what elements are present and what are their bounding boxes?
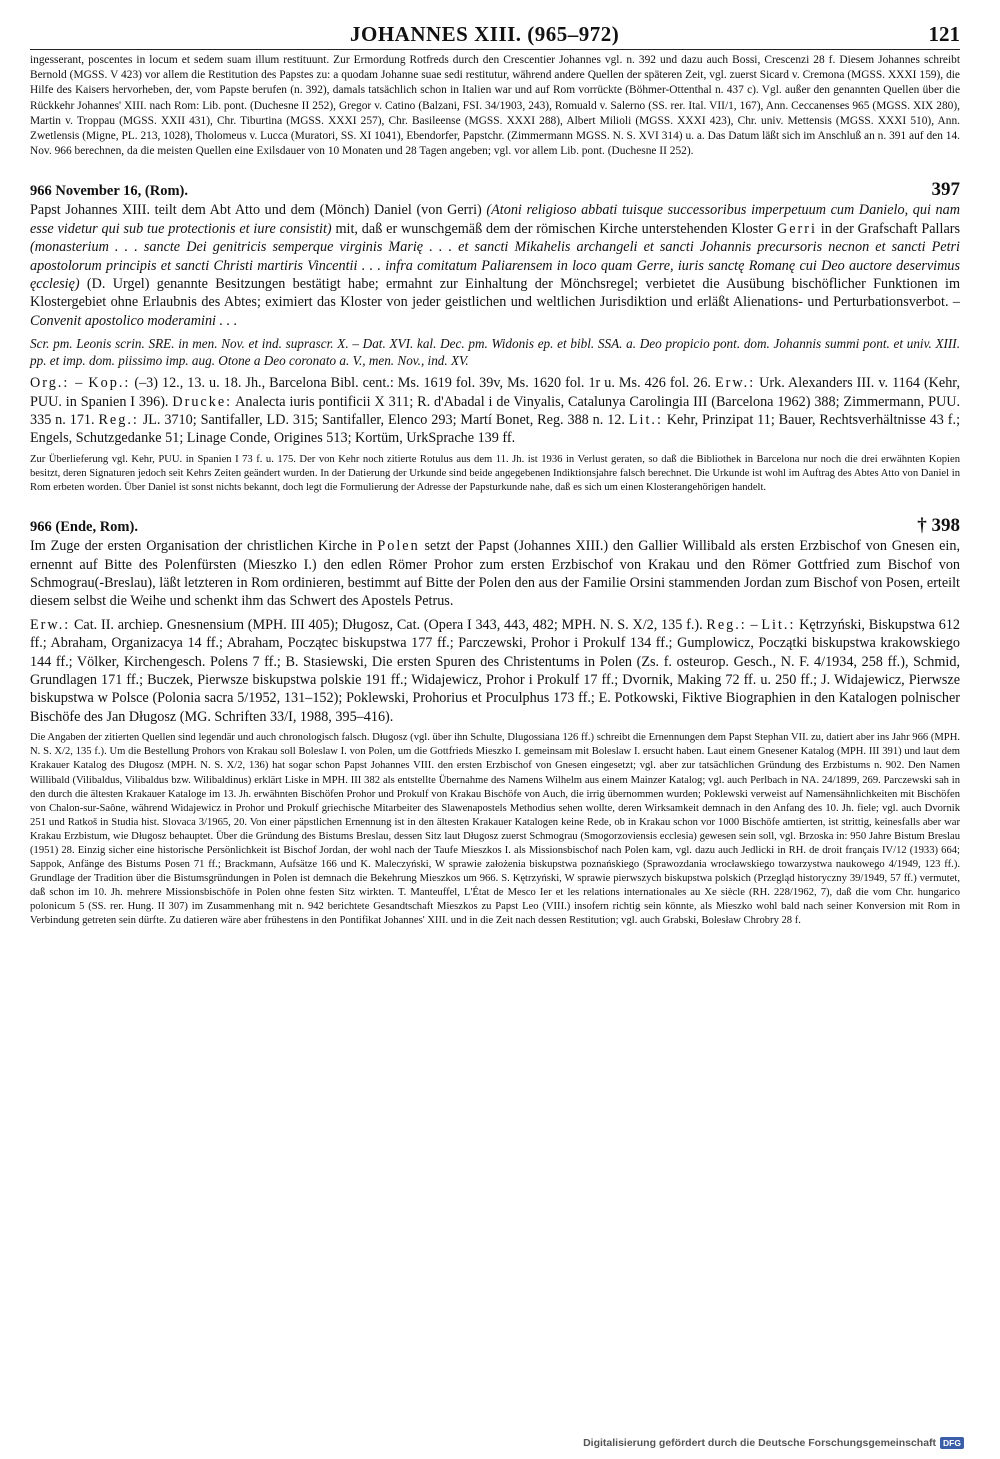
page — [30, 22, 960, 929]
entry-398-regest — [30, 537, 960, 611]
entry-397-body-7: (D. Urgel) genannte Besitzungen bestätigt habe; ermahnt zur Einhaltung der Mönchsregel; verbietet die Ausübung bischöflicher Funktionen im Klostergebiet ohne Erlaubnis des Abtes; eximiert das Kloster von jeder geistlichen und weltlichen Jurisdiktion und erläßt Alienations- und Perturbationsverbot. – — [30, 276, 960, 311]
entry-398-body-3: setzt der Papst (Johannes XIII.) den Gallier Willibald als ersten Erzbischof von Gnesen ein, ernennt auf Bitte des Polenfürsten (Mieszko I.) den edlen Römer Prohor zum ersten Erzbischof von Krakau und den Römer Gottfried zum Bischof von Schmograu(-Breslau), läßt letzteren in Rom ordinieren, bestimmt auf Bitte der Polen den aus der Familie Orsini stammenden Jordan zum Bischof von Posen, erteilt diesem selbst die Weihe und schenkt ihm das Schwert des Apostels Petrus. — [30, 538, 961, 610]
entry-397-note: Zur Überlieferung vgl. Kehr, PUU. in Spanien I 73 f. u. 175. Der von Kehr noch zitierte Rotulus aus dem 11. Jh. ist 1936 in Verlust geraten, so daß die Bibliothek in Barcelona nur noch die drei erwähnten Kopien besitzt, deren Signaturen jedoch seit Kehrs Zeiten geändert wurden. In der Datierung der Urkunde sind beide angegebenen Indiktionsjahre falsch berechnet. Die Urkunde ist wohl im Auftrag des Abtes Atto von Daniel in Rom erbeten worden. Über Daniel ist sonst nichts bekannt, doch legt die Formulierung der Adresse der Papsturkunde nahe, daß es sich um einen Klosterangehörigen handelt. — [30, 453, 960, 494]
dfg-logo: DFG — [940, 1437, 964, 1449]
entry-397-reg-label: Reg.: — [98, 412, 139, 429]
entry-398-body-2: Polen — [377, 538, 420, 555]
entry-397-body-3: mit, daß er wunschgemäß dem der römischen Kirche unterstehenden Kloster — [331, 220, 778, 237]
entry-397-regest — [30, 201, 960, 330]
entry-397-body-4: Gerri — [777, 220, 817, 237]
entry-397-ref-1: (–3) 12., 13. u. 18. Jh., Barcelona Bibl. cent.: Ms. 1619 fol. 39v, Ms. 1620 fol. 1r u. Ms. 426 fol. 26. — [130, 375, 715, 392]
entry-397-heading — [30, 179, 960, 201]
running-header — [30, 22, 960, 50]
top-footnote: ingesserant, poscentes in locum et sedem suam illum restituunt. Zur Ermordung Rotfreds durch den Crescentier Johannes vgl. n. 392 und dazu auch Bossi, Crescenzi 28 f. Diesem Johannes schreibt Bernold (MGSS. V 423) vor allem die Restitution des Papstes zu: a quodam Johanne suae sedi restitutur, während andere Quellen der späteren Zeit, vgl. zuerst Sicard v. Cremona (MGSS. XXXI 159), die Hilfe des Kaisers hervorheben, der, vom Papste berufen (n. 392), damals tatsächlich schon in Italien war und auf Rom vorrückte (Böhmer-Ottenthal n. 437 c). Vgl. außer den genannten Quellen über die Rückkehr Johannes' XIII. nach Rom: Lib. pont. (Duchesne II 252), Gregor v. Catino (Balzani, FSI. 34/1903, 243), Romuald v. Salerno (SS. rer. Ital. VII/1, 167), Ann. Ceccanenses 965 (MGSS. XIX 280), Martin v. Troppau (MGSS. XXII 431), Chr. Tiburtina (MGSS. XXXI 257), Chr. Basileense (MGSS. XXXI 288), Albert Milioli (MGSS. XXXI 423), Chr. univ. Mettensis (MGSS. XXXI 510), Ann. Zwetlensis (Migne, PL. 213, 1028), Tholomeus v. Lucca (Muratori, SS. XI 1041), Ebendorfer, Papstchr. (Zimmermann MGSS. N. S. XVI 314) u. a. Das Datum läßt sich im Anschluß an n. 391 auf den 14. Nov. 966 berechnen, da die meisten Quellen eine Exilsdauer von 10 Monaten und 28 Tagen angeben; vgl. vor allem Lib. pont. (Duchesne II 252). — [30, 54, 960, 158]
entry-398-lit-label: Lit.: — [761, 616, 796, 633]
digitization-credit — [583, 1437, 964, 1449]
entry-397-kop-label: Kop.: — [88, 375, 131, 392]
entry-398-number: † 398 — [917, 515, 960, 537]
entry-397-references — [30, 374, 960, 448]
entry-397-number: 397 — [931, 179, 960, 201]
entry-398-ref-3: Kętrzyński, Biskupstwa 612 ff.; Abraham, Organizacya 14 ff.; Abraham, Początec biskupstwa 177 ff.; Parczewski, Prohor i Prokulf 134 ff.; Gumplowicz, Początki biskupstwa krakowskiego 144 ff.; Völker, Kirchengesch. Polens 7 ff.; B. Stasiewski, Die ersten Spuren des Christentums in Polen (Zs. f. osteurop. Gesch., N. F. 4/1934, 258 ff.), Schmid, Grundlagen 171 ff.; Buczek, Pierwsze biskupstwa polskie 191 ff.; Widajewicz, Prohor i Prokulf 17 ff.; Dvornik, Making 72 ff. u. 250 ff.; J. Widajewicz, Pierwsze biskupstwa w Polsce (Polonia sacra 5/1952, 131–152); Poklewski, Prohorius et Proculphus 173 ff.; E. Potkowski, Fiktive Biographien in den Katalogen polnischer Bischöfe des Jan Długosz (MG. Schriften 33/I, 1988, 395–416). — [30, 616, 961, 725]
entry-397-lit-label: Lit.: — [628, 412, 663, 429]
entry-398-reg-label: Reg.: — [706, 616, 747, 633]
entry-398-ref-1: Cat. II. archiep. Gnesnensium (MPH. III 405); Długosz, Cat. (Opera I 343, 443, 482; MPH. N. S. X/2, 135 f.). — [70, 616, 707, 633]
entry-397-erw-label: Erw.: — [714, 375, 756, 392]
entry-397-date: 966 November 16, (Rom). — [30, 183, 188, 200]
entry-398-heading — [30, 515, 960, 537]
entry-398-erw-label: Erw.: — [30, 616, 71, 633]
entry-398-body-1: Im Zuge der ersten Organisation der christlichen Kirche in — [30, 538, 378, 555]
running-title: JOHANNES XIII. (965–972) — [350, 22, 620, 46]
entry-397-ref-5: Kehr, Prinzipat 11; Bauer, Rechtsverhältnisse 43 f.; Engels, Schutzgedanke 51; Linage Conde, Origines 513; Kortüm, UrkSprache 139 ff. — [30, 412, 961, 447]
entry-397-body-1: Papst Johannes XIII. teilt dem Abt Atto und dem (Mönch) Daniel (von Gerri) — [30, 202, 487, 219]
entry-398-note: Die Angaben der zitierten Quellen sind legendär und auch chronologisch falsch. Długosz (vgl. über ihn Schulte, Dlugossiana 126 ff.) schreibt die Ernennungen dem Papst Stephan VII. zu, datiert aber ins Jahr 966 (MPH. N. S. X/2, 135 f.). Um die Bestellung Prohors von Krakau soll Boleslaw I. von Polen, um die Gottfrieds Mieszko I. gemeinsam mit Boleslaw I. ersucht haben. Laut einem Gnesener Katalog (MPH. III 391) und laut dem Krakauer Katalog des Długosz (MPH. N. S. X/2, 136) hat sogar schon Papst Johannes VIII. den ersten Erzbischof von Gnesen eingesetzt; vgl. aber zur tatsächlichen Gründung des Erzbistums n. 902. Den Namen Willibald (Vilibaldus, Vilibaldus bzw. Wilibaldinus) erklärt Liske in MPH. III 382 als entstellte Übernahme des Namens Wilhelm aus einem Mainzer Katalog; vgl. auch Perlbach in NA. 24/1899, 269. Parczewski sah in den durch die ältesten Krakauer Kataloge im 13. Jh. erwähnten Bischöfen Prohor und Prokulf von Krakau Bischöfe von Auch, die irrig übernommen wurden; Poklewski verweist auf Namensähnlichkeiten mit Bischöfen von Chalon-sur-Saône, während Widajewicz in Prohor und Prokulf griechische Mitarbeiter des Slawenapostels Methodius sehen wollte, deren Wirksamkeit demnach in den Anfang des 10. Jh. fiele; vgl. auch Dvornik 251 und Ratkoš in Studia hist. Slovaca 3/1965, 20. Von einer päpstlichen Ernennung ist in den ältesten Krakauer Katalogen keine Rede, ob in Krakau schon vor 1000 Bischöfe amtierten, ist strittig, keinesfalls aber war Krakau Erzbistum, wie Długosz behauptet. Über die Gründung des Bistums Breslau, dessen Sitz laut Długosz zuerst Schmograu (Smogorzoviensis ecclesia) gewesen sein soll, vgl. Brzoska in: 950 Jahre Bistum Breslau (1951) 28. Einzig sicher eine historische Persönlichkeit ist Bischof Jordan, der wohl nach der Taufe Mieszkos I. als Missionsbischof nach Polen kam, vgl. dazu auch Jedlicki in RH. de droit français IV/12 (1933) 664; Sappok, Anfänge des Bistums Posen 71 ff.; Brackmann, Aufsätze 166 und K. Maleczyński, W sprawie założenia biskupstwa poznańskiego (Sprawozdania wrocławskiego towarzystwa naukowego 4/1949, 123 ff.). Grundlage der Tradition über die Bistumsgründungen in Polen ist demnach die Bekehrung Mieszkos um 966. S. Kętrzyński, W sprawie pierwszych biskupstwa polskich (Przegląd historyczny 39/1949, 57 ff.) vermutet, daß schon im 10. Jh. mehrere Missionsbischöfe in Polen ohne festen Sitz wirkten. T. Manteuffel, L'État de Mesco Ier et les relations internationales au Xe siècle (RH. 228/1962, 7), daß die vom Chr. hungarico polonicum 5 (SS. rer. Hung. II 307) im Zusammenhang mit n. 942 berichtete Gesandtschaft Mieszkos zu Papst Leo (VIII.) insofern richtig sein könnte, als Mieszko wohl bald nach seiner Konversion mit Rom in Verbindung getreten sein dürfte. Zu datieren wäre aber frühestens in den Pontifikat Johannes' XIII. und in die Zeit nach dessen Restitution; vgl. auch Grabski, Bolesław Chrobry 28 f. — [30, 732, 960, 927]
entry-398-references — [30, 616, 960, 726]
entry-397-ref-3: Analecta iuris pontificii X 311; R. d'Abadal i de Vinyalis, Catalunya Carolingia III (Barcelona 1962) 388; Zimmermann, PUU. 335 n. 171. — [30, 393, 960, 429]
entry-397-body-6: (monasterium . . . sancte Dei genitricis semperque virginis Marię . . . et sancti Mikahelis archangeli et sancti Johannis precursoris necnon et sancti Petri apostolorum principis et sancti Christi martiris Vincentii . . . infra comitatum Paliarensem in loco quam Gerre, iuris sanctę Romanę cui Deo auctore deservimus ęcclesię) — [30, 239, 960, 293]
entry-398-ref-2: – — [746, 616, 762, 633]
entry-397-drucke-label: Drucke: — [172, 393, 233, 410]
entry-397-body-2: (Atoni religioso abbati tuisque successoribus imperpetuum cum Danielo, qui nam esse videtur qui sub tue protectionis et iure consistit) — [30, 202, 960, 237]
entry-397-body-8: Convenit apostolico moderamini . . . — [30, 312, 238, 329]
entry-397-org-label: Org.: – — [30, 375, 85, 392]
entry-398-date: 966 (Ende, Rom). — [30, 519, 138, 536]
credit-text: Digitalisierung gefördert durch die Deutsche Forschungsgemeinschaft — [583, 1437, 937, 1449]
page-number: 121 — [928, 22, 960, 46]
entry-397-scriptum: Scr. pm. Leonis scrin. SRE. in men. Nov. et ind. suprascr. X. – Dat. XVI. kal. Dec. pm. Widonis ep. et bibl. SSA. a. Deo propicio pont. dom. Johannis summi pont. et univ. XIII. pp. et imp. dom. piissimo imp. aug. Otone a Deo coronato a. V., men. Nov., ind. XV. — [30, 336, 960, 369]
entry-397-ref-2: Urk. Alexanders III. v. 1164 (Kehr, PUU. in Spanien I 396). — [30, 375, 961, 410]
entry-397-ref-4: JL. 3710; Santifaller, LD. 315; Santifaller, Elenco 293; Martí Bonet, Reg. 388 n. 12. — [138, 412, 629, 429]
entry-397-body-5: in der Grafschaft Pallars — [816, 220, 960, 237]
